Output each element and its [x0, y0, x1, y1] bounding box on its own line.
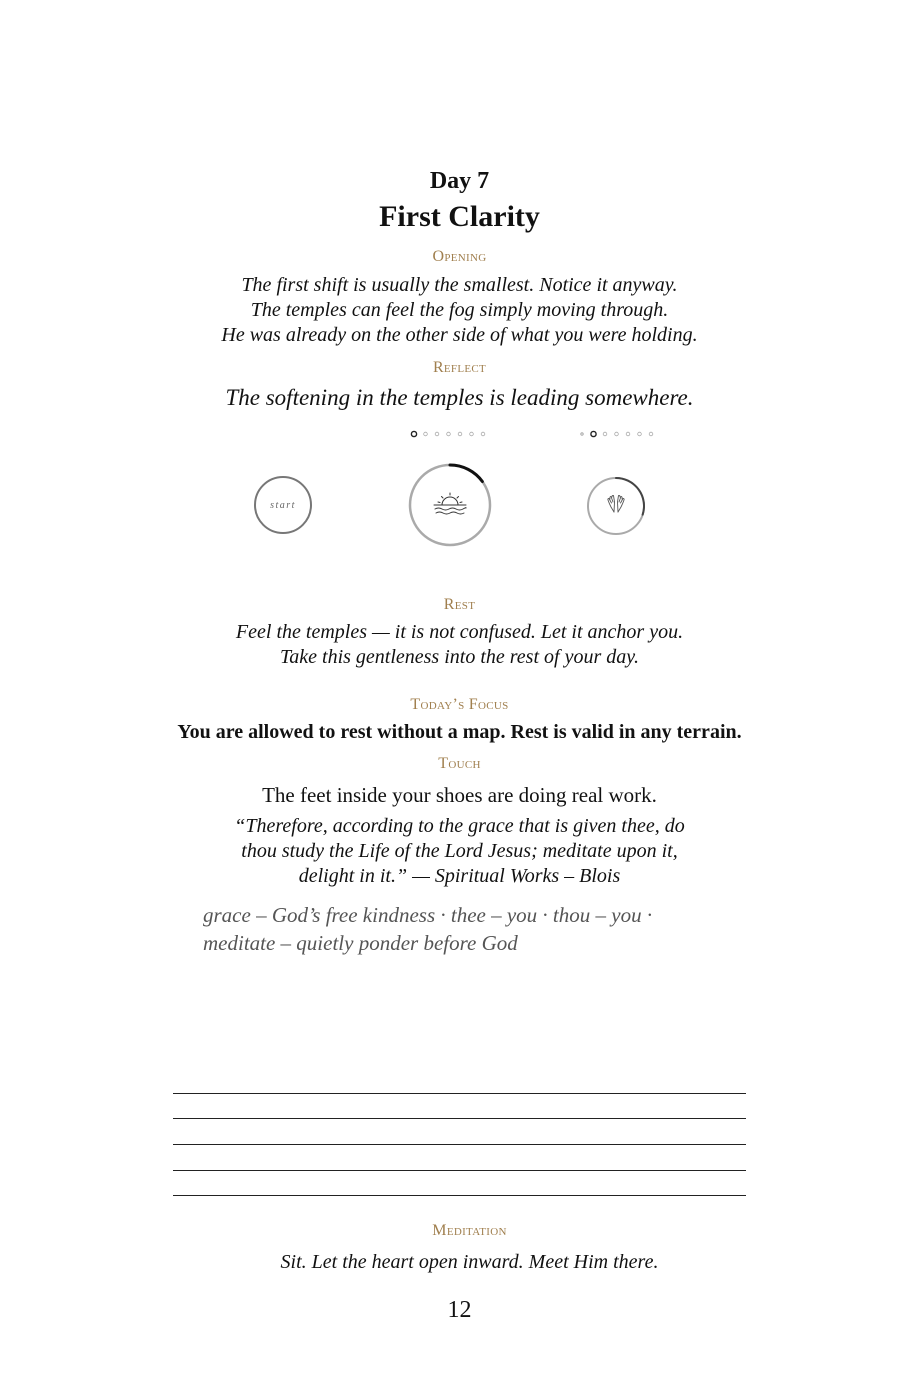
start-label: start	[270, 499, 296, 511]
word-glossary	[203, 901, 763, 957]
step-dot	[470, 432, 474, 436]
quote-line: thou study the Life of the Lord Jesus; meditate upon it,	[241, 840, 678, 862]
step-dot	[626, 432, 630, 436]
right-step-indicator	[576, 428, 666, 440]
step-dot	[638, 432, 642, 436]
progress-arc	[450, 465, 482, 481]
step-dot	[447, 432, 451, 436]
start-button[interactable]	[254, 476, 312, 534]
sunrise-over-water-icon	[434, 493, 466, 514]
step-dot	[581, 433, 583, 435]
journal-line[interactable]	[173, 1144, 746, 1145]
quote-line: delight in it.” — Spiritual Works – Blois	[298, 865, 621, 887]
day-heading: Day 7	[429, 168, 490, 194]
opening-line: He was already on the other side of what you were holding.	[221, 324, 698, 346]
touch-text: The feet inside your shoes are doing real work.	[262, 783, 657, 807]
journal-line[interactable]	[173, 1170, 746, 1171]
page-title: First Clarity	[379, 200, 540, 233]
meditation-label: Meditation	[432, 1222, 507, 1239]
step-dot	[435, 432, 439, 436]
journal-line[interactable]	[173, 1118, 746, 1119]
step-dot	[591, 431, 596, 436]
center-step-indicator	[408, 428, 498, 440]
focus-label: Today’s Focus	[410, 696, 509, 713]
page-number: 12	[447, 1297, 472, 1323]
step-dot	[458, 432, 462, 436]
opening-line: The temples can feel the fog simply moving through.	[250, 299, 669, 321]
quote-line: “Therefore, according to the grace that is given thee, do	[234, 815, 685, 837]
step-dot	[615, 432, 619, 436]
focus-text: You are allowed to rest without a map. Rest is valid in any terrain.	[177, 721, 742, 743]
opening-text	[0, 273, 919, 348]
step-dot	[481, 432, 485, 436]
reflect-label: Reflect	[432, 359, 487, 376]
step-dot	[411, 431, 416, 436]
journal-line[interactable]	[173, 1093, 746, 1094]
opening-label: Opening	[432, 248, 487, 265]
open-hands-icon	[608, 495, 624, 512]
opening-line: The first shift is usually the smallest. Notice it anyway.	[241, 274, 678, 296]
meditation-text: Sit. Let the heart open inward. Meet Him there.	[280, 1251, 659, 1273]
journal-line[interactable]	[173, 1195, 746, 1196]
gloss-line: grace – God’s free kindness · thee – you · thou – you ·	[203, 903, 653, 927]
rest-text	[0, 620, 919, 670]
rest-line: Feel the temples — it is not confused. Let it anchor you.	[235, 621, 684, 643]
gloss-line: meditate – quietly ponder before God	[203, 931, 518, 955]
hands-button[interactable]	[584, 474, 648, 538]
sunrise-button[interactable]	[405, 460, 495, 550]
step-dot	[603, 432, 607, 436]
rest-line: Take this gentleness into the rest of your day.	[279, 646, 640, 668]
scripture-quote	[0, 814, 919, 889]
touch-label: Touch	[438, 755, 481, 772]
journal-lines[interactable]	[173, 1093, 746, 1198]
step-dot	[649, 432, 653, 436]
rest-label: Rest	[443, 596, 476, 613]
step-dot	[424, 432, 428, 436]
reflect-text: The softening in the temples is leading somewhere.	[225, 385, 694, 410]
